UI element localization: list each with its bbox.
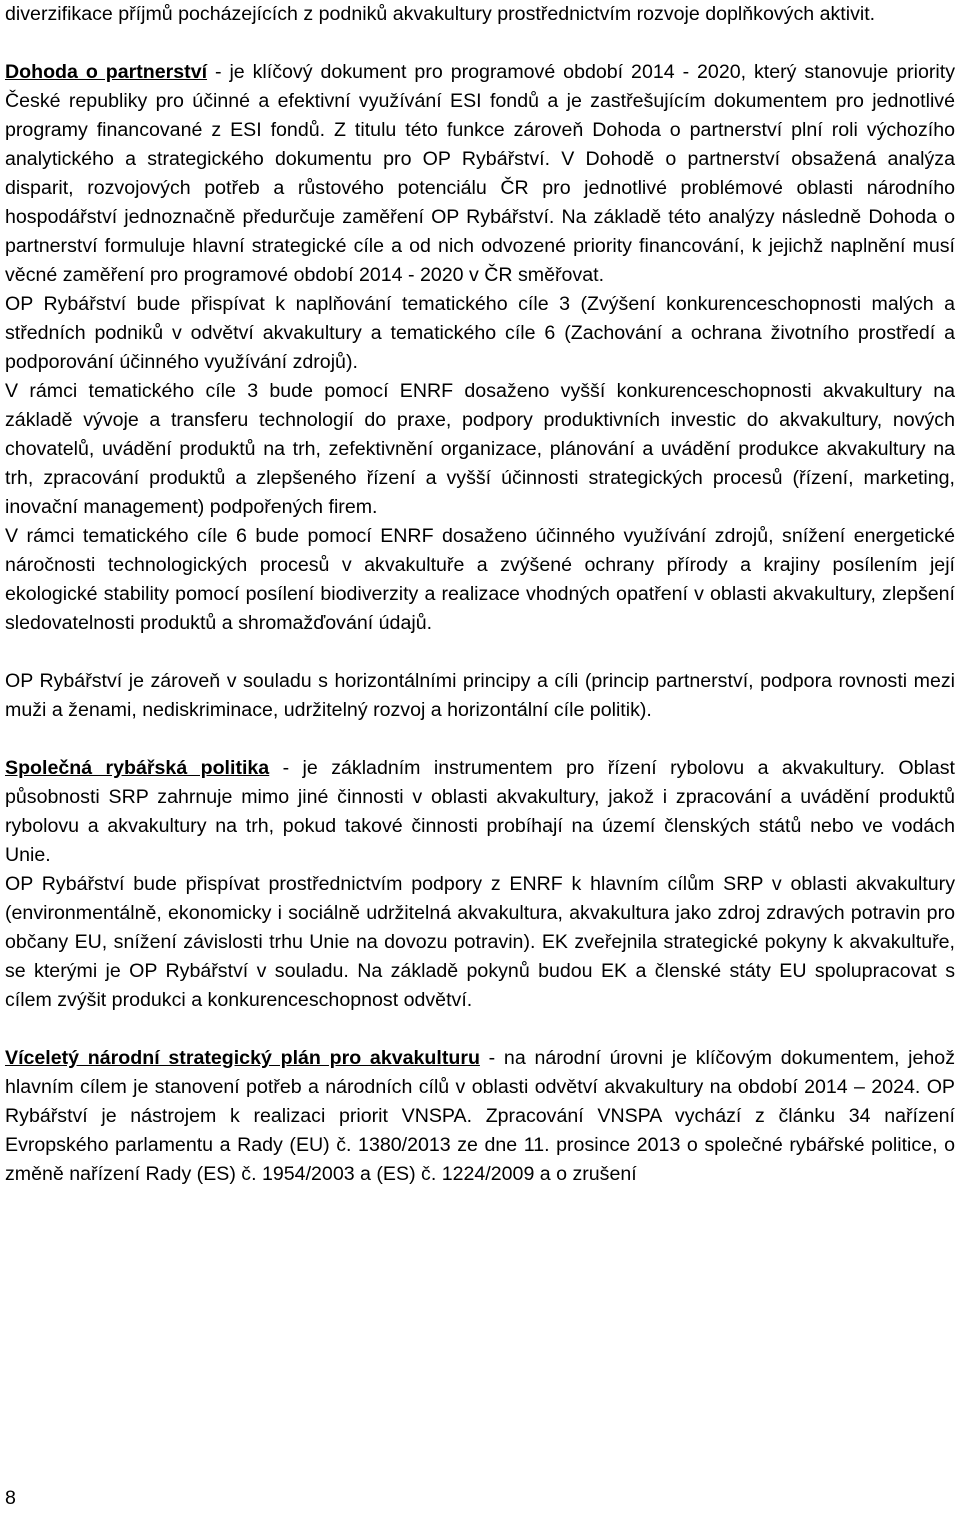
srp-goals-paragraph: OP Rybářství bude přispívat prostřednictvím podpory z ENRF k hlavním cílům SRP v oblasti akvakultury (environmentálně, ekonomicky i sociálně udržitelná akvakultura, akvakultura jako zdroj zdravých potravin pro občany EU, snížení závislosti trhu Unie na dovozu potravin). EK zveřejnila strategické pokyny k akvakultuře, se kterými je OP Rybářství v souladu. Na základě pokynů budou EK a členské státy EU spolupracovat s cílem zvýšit produkci a konkurenceschopnost odvětví.	[5, 873, 955, 1011]
term-vnspa: Víceletý národní strategický plán pro akvakulturu	[5, 1047, 480, 1069]
dohoda-text: - je klíčový dokument pro programové období 2014 - 2020, který stanovuje priority České republiky pro účinné a efektivní využívání ESI fondů a je zastřešujícím dokumentem pro jednotlivé programy financované z ESI fondů. Z titulu této funkce zároveň Dohoda o partnerství plní roli výchozího analytického a strategického dokumentu pro OP Rybářství. V Dohodě o partnerství obsažená analýza disparit, rozvojových potřeb a růstového potenciálu ČR pro jednotlivé problémové oblasti národního hospodářství jednoznačně předurčuje zaměření OP Rybářství. Na základě této analýzy následně Dohoda o partnerství formuluje hlavní strategické cíle a od nich odvozené priority financování, k jejichž naplnění musí věcné zaměření pro programové období 2014 - 2020 v ČR směřovat.	[5, 61, 955, 286]
vnspa-text: - na národní úrovni je klíčovým dokumentem, jehož hlavním cílem je stanovení potřeb a národních cílů v oblasti odvětví akvakultury na období 2014 – 2024. OP Rybářství je nástrojem k realizaci priorit VNSPA. Zpracování VNSPA vychází z článku 34 nařízení Evropského parlamentu a Rady (EU) č. 1380/2013 ze dne 11. prosince 2013 o společné rybářské politice, o změně nařízení Rady (ES) č. 1954/2003 a (ES) č. 1224/2009 a o zrušení	[5, 1047, 955, 1185]
paragraph-spacer	[5, 725, 955, 754]
paragraph-spacer	[5, 1015, 955, 1044]
page-number: 8	[5, 1487, 16, 1509]
term-dohoda-o-partnerstvi: Dohoda o partnerství	[5, 61, 208, 83]
dohoda-paragraph	[5, 58, 955, 290]
thematic-goal-6-paragraph: V rámci tematického cíle 6 bude pomocí ENRF dosaženo účinného využívání zdrojů, snížení energetické náročnosti technologických procesů v akvakultuře a zvýšené ochrany přírody a krajiny posílením její ekologické stability pomocí posílení biodiverzity a realizace vhodných opatření v oblasti akvakultury, zlepšení sledovatelnosti produktů a shromažďování údajů.	[5, 525, 955, 634]
op-thematic-goals-paragraph: OP Rybářství bude přispívat k naplňování tematického cíle 3 (Zvýšení konkurenceschopnosti malých a středních podniků v odvětví akvakultury a tematického cíle 6 (Zachování a ochrana životního prostředí a podporování účinného využívání zdrojů).	[5, 293, 955, 373]
srp-text: - je základním instrumentem pro řízení rybolovu a akvakultury. Oblast působnosti SRP zahrnuje mimo jiné činnosti v oblasti akvakultury, jakož i zpracování a uvádění produktů rybolovu a akvakultury na trh, pokud takové činnosti probíhají na území členských států nebo ve vodách Unie.	[5, 757, 956, 866]
vnspa-paragraph	[5, 1044, 955, 1189]
srp-paragraph	[5, 754, 955, 870]
horizontal-principles-paragraph: OP Rybářství je zároveň v souladu s horizontálními principy a cíli (princip partnerství, podpora rovnosti mezi muži a ženami, nediskriminace, udržitelný rozvoj a horizontální cíle politik).	[5, 670, 955, 721]
thematic-goal-3-paragraph: V rámci tematického cíle 3 bude pomocí ENRF dosaženo vyšší konkurenceschopnosti akvakultury na základě vývoje a transferu technologií do praxe, podpory produktivních investic do akvakultury, nových chovatelů, uvádění produktů na trh, zefektivnění organizace, plánování a uvádění produkce akvakultury na trh, zpracování produktů a zlepšeného řízení a vyšší účinnosti strategických procesů (řízení, marketing, inovační management) podpořených firem.	[5, 380, 955, 518]
document-page	[5, 0, 955, 1189]
paragraph-spacer	[5, 638, 955, 667]
term-spolecna-rybarska-politika: Společná rybářská politika	[5, 757, 270, 779]
paragraph-spacer	[5, 29, 955, 58]
intro-paragraph: diverzifikace příjmů pocházejících z podniků akvakultury prostřednictvím rozvoje doplňkových aktivit.	[5, 3, 876, 25]
